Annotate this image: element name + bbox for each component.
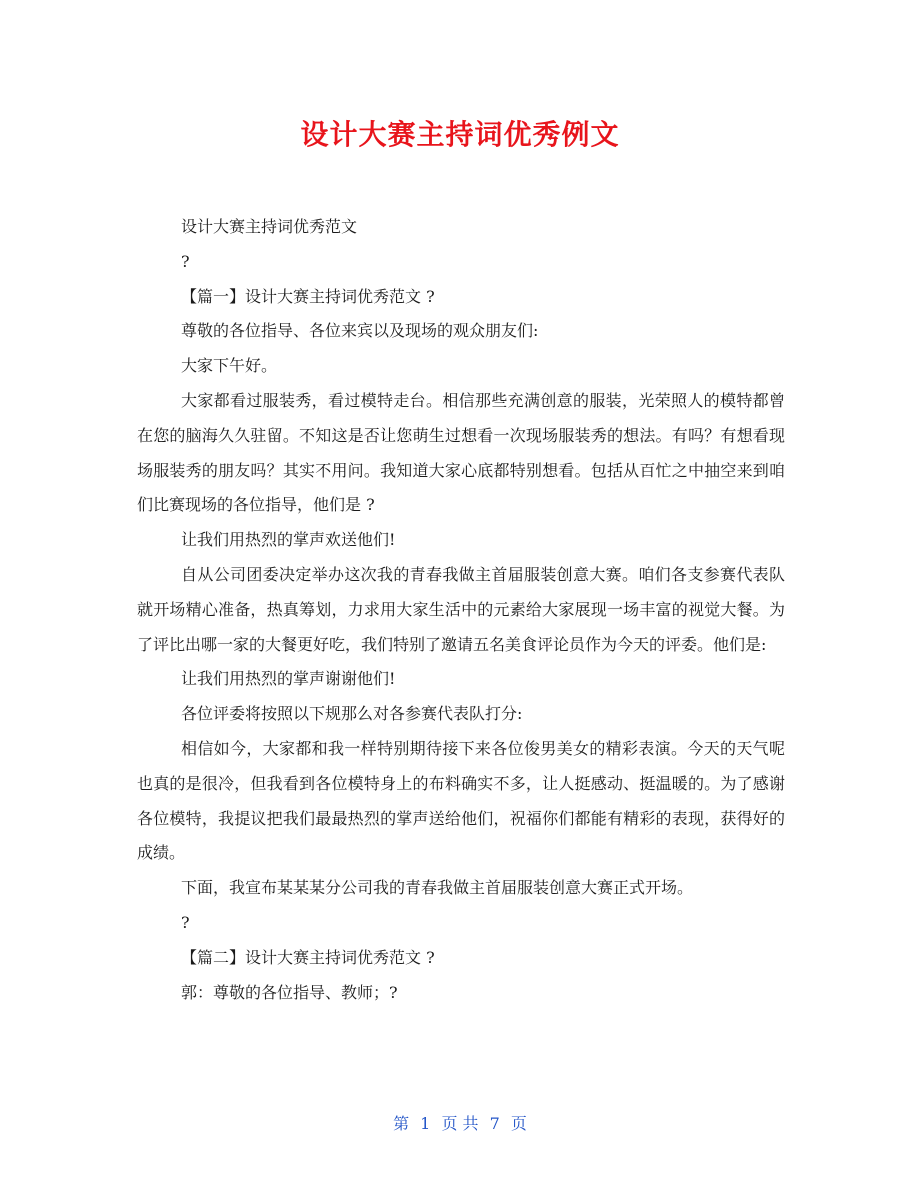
paragraph-subtitle: 设计大赛主持词优秀范文	[181, 217, 358, 236]
paragraph-good-afternoon: 大家下午好。	[181, 356, 278, 376]
page-label-middle: 页 共	[441, 1114, 479, 1133]
paragraph-scoring-rules: 各位评委将按照以下规那么对各参赛代表队打分:	[181, 704, 523, 724]
page-label-prefix: 第	[393, 1114, 410, 1133]
paragraph-competition-background: 自从公司团委决定举办这次我的青春我做主首届服装创意大赛。咱们各支参赛代表队就开场精心准备，热真筹划，力求用大家生活中的元素给大家展现一场丰富的视觉大餐。为了评比出哪一家的大餐更好吃，我们特别了邀请五名美食评论员作为今天的评委。他们是:	[137, 564, 785, 654]
section-heading-part-one: 【篇一】设计大赛主持词优秀范文 ?	[181, 286, 435, 306]
paragraph-opening-announcement: 下面，我宣布某某某分公司我的青春我做主首届服装创意大赛正式开场。	[181, 878, 694, 898]
paragraph-greeting: 尊敬的各位指导、各位来宾以及现场的观众朋友们:	[181, 321, 539, 341]
paragraph-applause-thanks: 让我们用热烈的掌声谢谢他们!	[181, 669, 396, 689]
document-body	[137, 210, 785, 1010]
paragraph-placeholder-2: ?	[181, 912, 190, 932]
page-number: 1	[420, 1114, 431, 1133]
paragraph-applause-welcome: 让我们用热烈的掌声欢送他们!	[181, 530, 396, 550]
paragraph-placeholder: ?	[181, 251, 190, 271]
paragraph-fashion-show-intro: 大家都看过服装秀，看过模特走台。相信那些充满创意的服装，光荣照人的模特都曾在您的脑海久久驻留。不知这是否让您萌生过想看一次现场服装秀的想法。有吗？有想看现场服装秀的朋友吗？其实不用问。我知道大家心底都特别想看。包括从百忙之中抽空来到咱们比赛现场的各位指导，他们是 ?	[137, 390, 785, 515]
section-heading-part-two: 【篇二】设计大赛主持词优秀范文 ?	[181, 947, 435, 967]
total-pages: 7	[489, 1114, 500, 1133]
paragraph-host-greeting: 郭：尊敬的各位指导、教师；?	[181, 982, 398, 1002]
page-label-suffix: 页	[510, 1114, 527, 1133]
page-footer	[0, 1112, 920, 1136]
document-title: 设计大赛主持词优秀例文	[300, 118, 620, 151]
paragraph-performance-expectation: 相信如今，大家都和我一样特别期待接下来各位俊男美女的精彩表演。今天的天气呢也真的是很冷，但我看到各位模特身上的布料确实不多，让人挺感动、挺温暖的。为了感谢各位模特，我提议把我们最最热烈的掌声送给他们，祝福你们都能有精彩的表现，获得好的成绩。	[137, 738, 785, 863]
